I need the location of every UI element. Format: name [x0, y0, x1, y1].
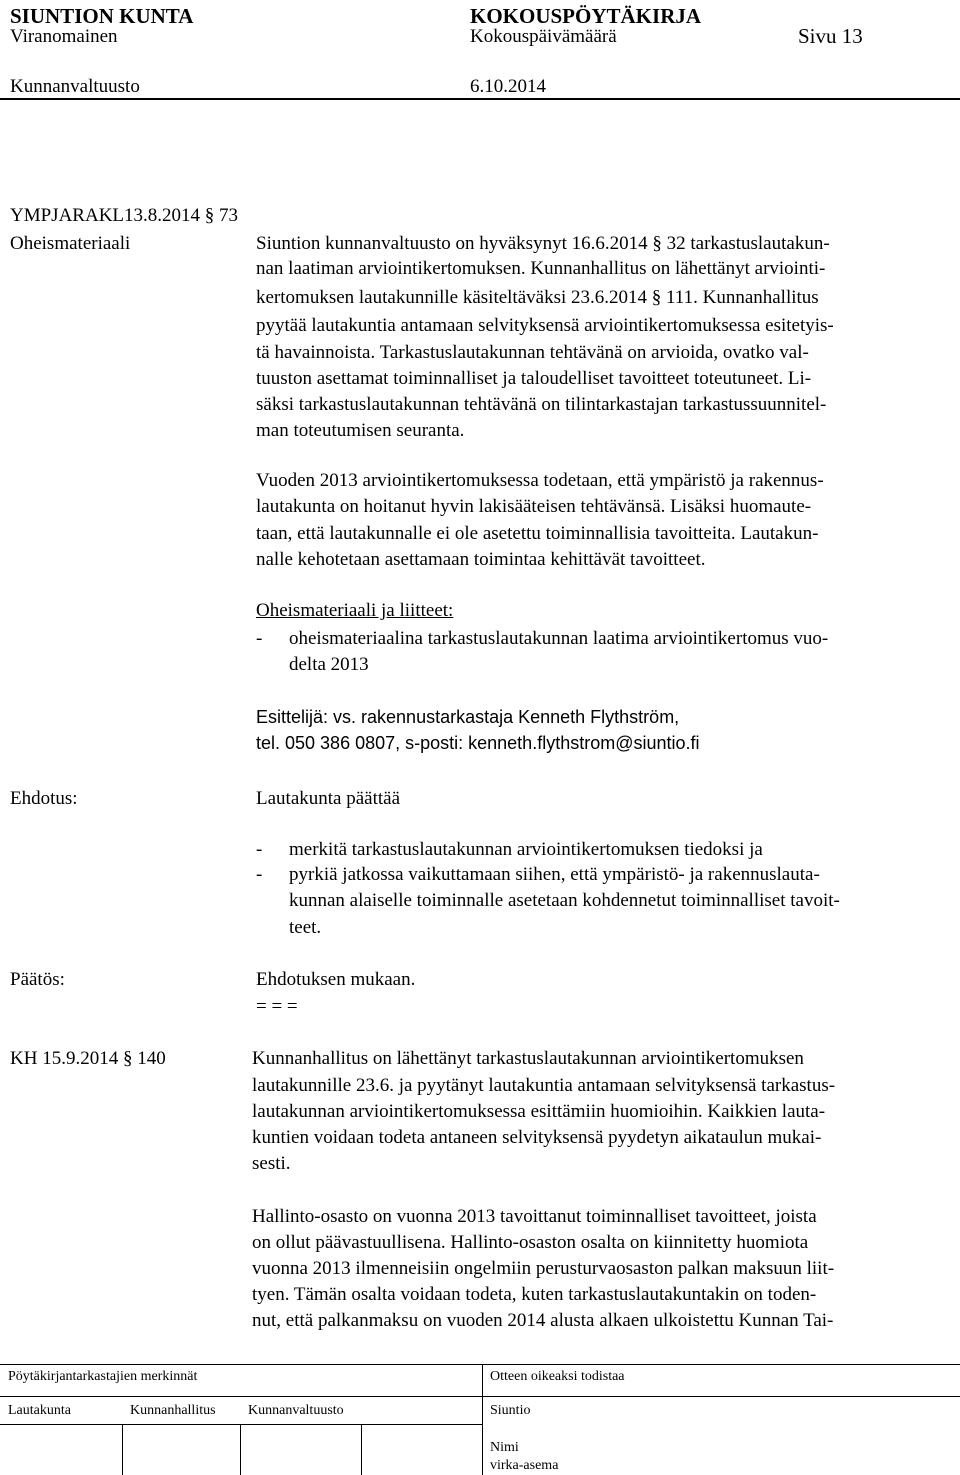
attachments-title-text: Oheismateriaali ja liitteet: — [256, 600, 454, 621]
decision-label: Päätös: — [10, 969, 65, 990]
footer-right-title: Otteen oikeaksi todistaa — [490, 1369, 625, 1384]
footer-col-kunnanhallitus: Kunnanhallitus — [130, 1403, 216, 1418]
text-line: nan laatiman arviointikertomuksen. Kunnanhallitus on lähettänyt arviointi- — [256, 258, 826, 279]
oheismateriaali-label: Oheismateriaali — [10, 233, 131, 254]
authority-value: Kunnanvaltuusto — [10, 76, 140, 97]
page-number: Sivu 13 — [798, 24, 863, 48]
proposal-dash: - — [256, 839, 263, 860]
decision-text: Ehdotuksen mukaan. — [256, 969, 416, 990]
text-line: nalle kehotetaan asettamaan toimintaa kehittävät tavoitteet. — [256, 549, 706, 570]
text-line: tyen. Tämän osalta voidaan todeta, kuten tarkastuslautakuntakin on toden- — [252, 1284, 817, 1305]
date-value: 6.10.2014 — [470, 76, 546, 97]
text-line: lautakunnille 23.6. ja pyytänyt lautakuntia antamaan selvityksensä tarkastus- — [252, 1075, 836, 1096]
footer-rule-3 — [0, 1424, 482, 1425]
text-line: tä havainnoista. Tarkastuslautakunnan tehtävänä on arvioida, ovatko val- — [256, 342, 809, 363]
presenter-line: Esittelijä: vs. rakennustarkastaja Kenneth Flythström, — [256, 707, 680, 727]
proposal-dash: - — [256, 864, 263, 885]
text-line: säksi tarkastuslautakunnan tehtävänä on tilintarkastajan tarkastussuunnitel- — [256, 394, 827, 415]
text-line: Siuntion kunnanvaltuusto on hyväksynyt 16.6.2014 § 32 tarkastuslautakun- — [256, 233, 830, 254]
text-line: sesti. — [252, 1153, 291, 1174]
proposal-item: kunnan alaiselle toiminnalle asetetaan kohdennetut toiminnalliset tavoit- — [289, 890, 840, 911]
attachments-title — [256, 600, 453, 622]
footer-top-rule — [0, 1364, 960, 1365]
footer-col-siuntio: Siuntio — [490, 1403, 531, 1418]
text-line: taan, että lautakunnalle ei ole asetettu toiminnallisia tavoitteita. Lautakun- — [256, 523, 819, 544]
date-label: Kokouspäivämäärä — [470, 26, 617, 47]
org-name: SIUNTION KUNTA — [10, 4, 194, 28]
decision-separator: = = = — [256, 996, 298, 1017]
text-line: Kunnanhallitus on lähettänyt tarkastuslautakunnan arviointikertomuksen — [252, 1048, 804, 1069]
footer-col-line-1 — [122, 1424, 123, 1475]
text-line: Vuoden 2013 arviointikertomuksessa todetaan, että ympäristö ja rakennus- — [256, 470, 824, 491]
text-line: vuonna 2013 ilmenneisiin ongelmiin perusturvaosaston palkan maksuun liit- — [252, 1258, 835, 1279]
footer-col-line-2 — [240, 1424, 241, 1475]
presenter-contact: tel. 050 386 0807, s-posti: kenneth.flythstrom@siuntio.fi — [256, 733, 700, 753]
footer-col-line-3 — [361, 1424, 362, 1475]
text-line: kertomuksen lautakunnille käsiteltäväksi 23.6.2014 § 111. Kunnanhallitus — [256, 287, 819, 308]
text-line: lautakunta on hoitanut hyvin lakisääteisen tehtävänsä. Lisäksi huomaute- — [256, 496, 812, 517]
proposal-intro: Lautakunta päättää — [256, 788, 401, 809]
footer-col-kunnanvaltuusto: Kunnanvaltuusto — [248, 1403, 344, 1418]
kh-reference: KH 15.9.2014 § 140 — [10, 1048, 166, 1069]
footer-title-label: virka-asema — [490, 1458, 559, 1473]
attachment-line: oheismateriaalina tarkastuslautakunnan laatima arviointikertomus vuo- — [289, 628, 829, 649]
footer-name-label: Nimi — [490, 1440, 519, 1455]
attachment-dash: - — [256, 628, 263, 649]
footer-divider — [482, 1364, 483, 1475]
text-line: Hallinto-osasto on vuonna 2013 tavoittanut toiminnalliset tavoitteet, joista — [252, 1206, 817, 1227]
text-line: kuntien voidaan todeta antaneen selvityksensä pyydetyn aikataulun mukai- — [252, 1127, 822, 1148]
text-line: tuuston asettamat toiminnalliset ja taloudelliset tavoitteet toteutuneet. Li- — [256, 368, 812, 389]
footer-rule-2 — [0, 1396, 960, 1397]
text-line: nut, että palkanmaksu on vuoden 2014 alusta alkaen ulkoistettu Kunnan Tai- — [252, 1310, 834, 1331]
proposal-item: pyrkiä jatkossa vaikuttamaan siihen, että ympäristö- ja rakennuslauta- — [289, 864, 820, 885]
proposal-item: teet. — [289, 917, 322, 938]
doc-type: KOKOUSPÖYTÄKIRJA — [470, 4, 702, 28]
text-line: lautakunnan arviointikertomuksessa esittämiin huomioihin. Kaikkien lauta- — [252, 1101, 826, 1122]
text-line: man toteutumisen seuranta. — [256, 420, 465, 441]
header-rule — [0, 98, 960, 100]
proposal-item: merkitä tarkastuslautakunnan arviointikertomuksen tiedoksi ja — [289, 839, 763, 860]
proposal-label: Ehdotus: — [10, 788, 78, 809]
authority-label: Viranomainen — [10, 26, 118, 47]
footer-left-title: Pöytäkirjantarkastajien merkinnät — [8, 1369, 198, 1384]
text-line: pyytää lautakuntia antamaan selvityksensä arviointikertomuksessa esitetyis- — [256, 315, 834, 336]
attachment-line: delta 2013 — [289, 654, 369, 675]
item-reference: YMPJARAKL13.8.2014 § 73 — [10, 205, 239, 226]
footer-col-lautakunta: Lautakunta — [8, 1403, 71, 1418]
text-line: on ollut päävastuullisena. Hallinto-osaston osalta on kiinnitetty huomiota — [252, 1232, 809, 1253]
